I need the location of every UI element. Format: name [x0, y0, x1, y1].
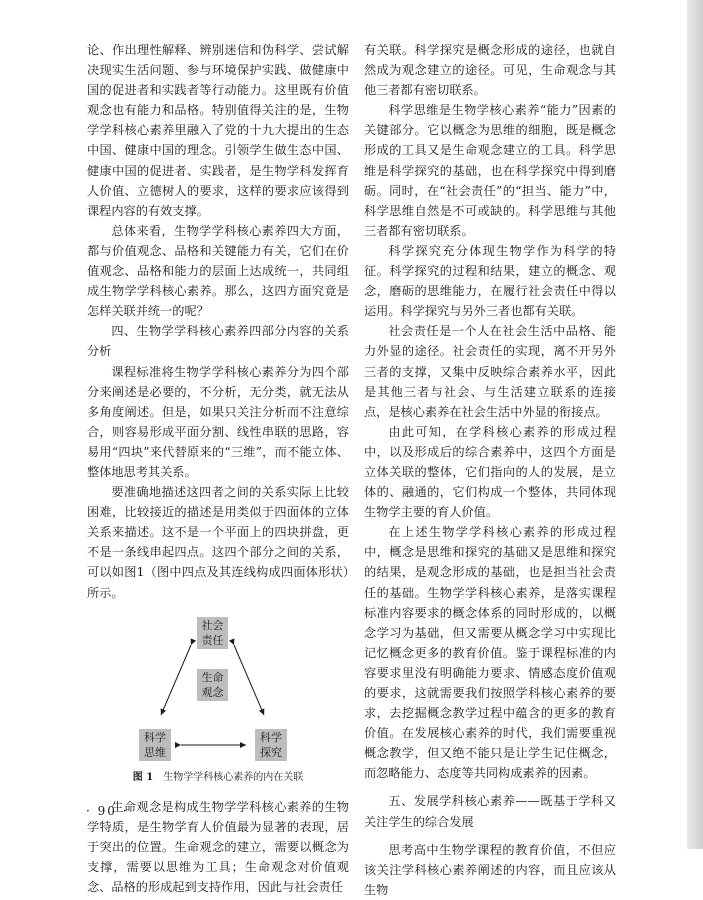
figure-1-diagram [87, 617, 349, 767]
page-number: · 90 · [86, 804, 129, 818]
node-life-concept: 生命 观念 [197, 669, 228, 701]
node-scientific-inquiry: 科学 探究 [255, 729, 287, 761]
paragraph: 论、作出理性解释、辨别迷信和伪科学、尝试解决现实生活问题、参与环境保护实践、做健康中国的促进者和实践者等行动能力。这里既有价值观念也有能力和品格。特别值得关注的是，生物学学科核心素养里融入了党的十九大提出的生态中国、健康中国的理念。引领学生做生态中国、健康中国的促进者、实践者，是生物学科发挥育人价值、立德树人的要求，这样的要求应该得到课程内容的有效支撑。 [87, 43, 349, 218]
left-column [87, 40, 349, 897]
figure-caption: 图 1 生物学学科核心素养的内在关联 [132, 771, 304, 783]
paragraph: 生命观念是构成生物学学科核心素养的生物学特质，是生物学育人价值最为显著的表现，居于突出的位置。生命观念的建立，需要以概念为支撑，需要以思维为工具；生命观念对价值观念、品格的形成起到支持作用，因此与社会责任 [87, 799, 349, 894]
paragraph: 总体来看，生物学学科核心素养四大方面，都与价值观念、品格和关键能力有关，它们在价值观念、品格和能力的层面上达成统一，共同组成生物学学科核心素养。那么，这四方面究竟是怎样关联并统一的呢？ [87, 223, 349, 319]
paragraph: 思考高中生物学课程的教育价值，不但应该关注学科核心素养阐述的内容，而且应该从生物 [364, 842, 616, 897]
node-scientific-thinking: 科学 思维 [139, 729, 171, 761]
node-social-responsibility: 社会 责任 [197, 617, 228, 649]
paragraph: 由此可知，在学科核心素养的形成过程中，以及形成后的综合素养中，这四个方面是立体关联的整体，它们指向的人的发展，是立体的、融通的，它们构成一个整体，共同体现生物学主要的育人价值。 [364, 424, 616, 520]
paragraph: 在上述生物学学科核心素养的形成过程中，概念是思维和探究的基础又是思维和探究的结果，是观念形成的基础，也是担当社会责任的基础。生物学学科核心素养，是落实课程标准内容要求的概念体系的同时形成的，以概念学习为基础，但又需要从概念学习中实现比记忆概念更多的教育价值。鉴于课程标准的内容要求里没有明确能力要求、情感态度价值观的要求，这就需要我们按照学科核心素养的要求，去挖掘概念教学过程中蕴含的更多的教育价值。在发展核心素养的时代，我们需要重视概念教学，但又绝不能只是让学生记住概念，而忽略能力、态度等共同构成素养的因素。 [364, 525, 616, 781]
paragraph: 社会责任是一个人在社会生活中品格、能力外显的途径。社会责任的实现，离不开另外三者的支撑，又集中反映综合素养水平，因此是其他三者与社会、与生活建立联系的连接点，是核心素养在社会生活中外显的衔接点。 [364, 324, 616, 419]
book-spine-shadow [687, 0, 703, 849]
paragraph: 有关联。科学探究是概念形成的途径，也就自然成为观念建立的途径。可见，生命观念与其他三者都有密切联系。 [364, 43, 616, 98]
arrow-top-left [161, 645, 191, 715]
paragraph: 要准确地描述这四者之间的关系实际上比较困难，比较接近的描述是用类似于四面体的立体关系来描述。这不是一个平面上的四块拼盘，更不是一条线串起四点。这四个部分之间的关系，可以如图1（图中四点及其连线构成四面体形状）所示。 [87, 485, 349, 600]
paragraph: 科学思维是生物学核心素养“能力”因素的关键部分。它以概念为思维的细胞，既是概念形成的工具又是生命观念建立的工具。科学思维是科学探究的基础，也在科学探究中得到磨砺。同时，在“社会责任”的“担当、能力”中，科学思维自然是不可或缺的。科学思维与其他三者都有密切联系。 [364, 103, 616, 238]
section-heading-5: 五、发展学科核心素养——既基于学科又关注学生的综合发展 [364, 794, 616, 829]
arrow-top-right [234, 645, 264, 715]
paragraph: 科学探究充分体现生物学作为科学的特征。科学探究的过程和结果，建立的概念、观念，磨砺的思维能力，在履行社会责任中得以运用。科学探究与另外三者也都有关联。 [364, 243, 616, 319]
right-column [364, 40, 616, 900]
section-heading-4: 四、生物学学科核心素养四部分内容的关系分析 [87, 324, 349, 359]
paragraph: 课程标准将生物学学科核心素养分为四个部分来阐述是必要的，不分析，无分类，就无法从多角度阐述。但是，如果只关注分析而不注意综合，则容易形成平面分割、线性串联的思路，容易用“四块”来代替原来的“三维”，而不能立体、整体地思考其关系。 [87, 364, 349, 479]
